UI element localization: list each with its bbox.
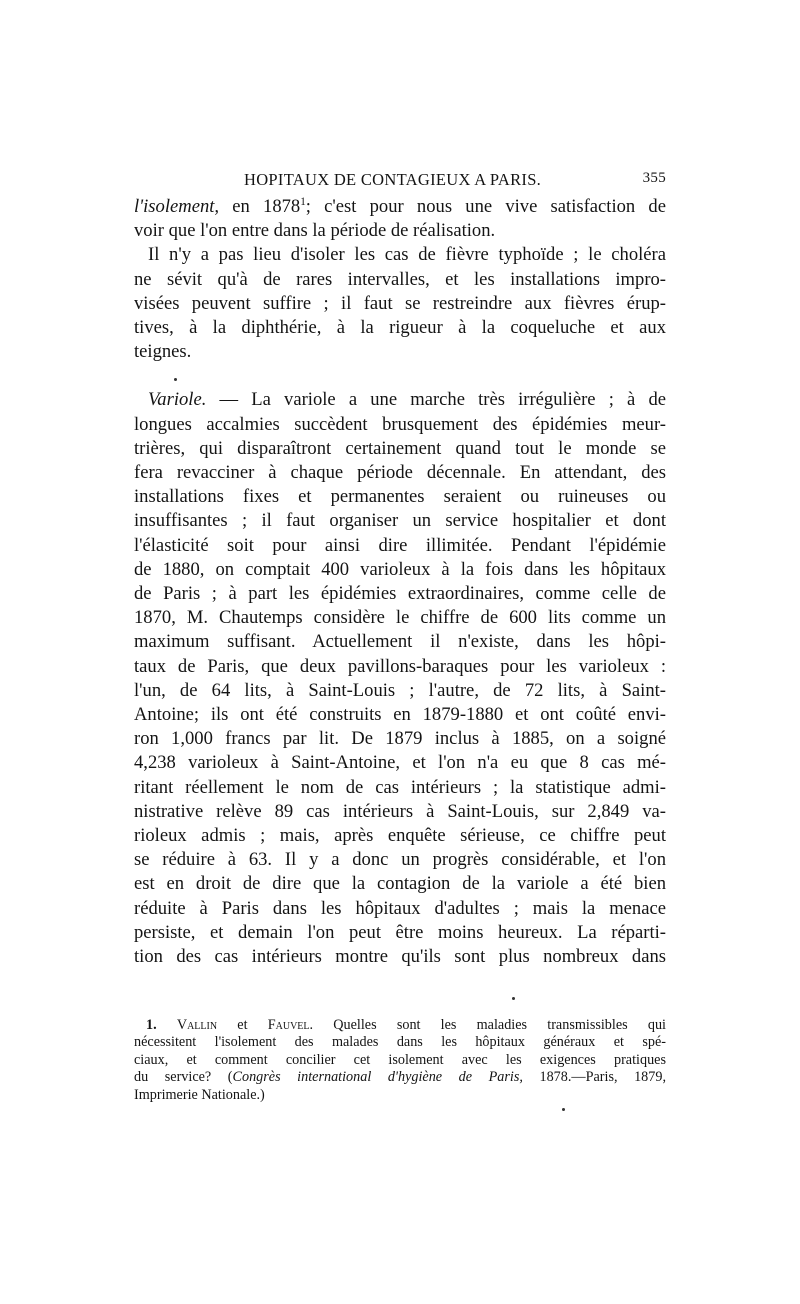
paragraph-2-line-5: teignes. [134, 341, 192, 363]
emphasis-isolement: l'isolement, [134, 196, 220, 217]
print-speck [174, 378, 177, 381]
paragraph-3-line: insuffisantes ; il faut organiser un service hospitalier et dont [134, 510, 666, 532]
paragraph-1-line-2: voir que l'on entre dans la période de réalisation. [134, 220, 496, 242]
paragraph-3-line: est en droit de dire que la contagion de la variole a été bien [134, 873, 666, 895]
running-title: HOPITAUX DE CONTAGIEUX A PARIS. [244, 170, 542, 189]
paragraph-3-line: de Paris ; à part les épidémies extraordinaires, comme celle de [134, 583, 666, 605]
paragraph-2-line-2: ne sévit qu'à de rares intervalles, et les installations impro- [134, 268, 666, 290]
paragraph-gap [134, 364, 666, 388]
paragraph-3-line: rioleux admis ; mais, après enquête sérieuse, ce chiffre peut [134, 825, 666, 847]
paragraph-3-line: fera revacciner à chaque période décennale. En attendant, des [134, 462, 666, 484]
paragraph-1-line-1: l'isolement, en 1878$^1$; c'est pour nous une vive satisfaction de [134, 195, 666, 217]
paragraph-3-line: 4,238 varioleux à Saint-Antoine, et l'on n'a eu que 8 cas mé- [134, 752, 666, 774]
paragraph-3-line: installations fixes et permanentes seraient ou ruineuses ou [134, 486, 666, 508]
running-head [134, 170, 666, 194]
paragraph-3-line: l'un, de 64 lits, à Saint-Louis ; l'autre, de 72 lits, à Saint- [134, 679, 666, 701]
paragraph-3-line: se réduire à 63. Il y a donc un progrès considérable, et l'on [134, 849, 666, 871]
footnote-author: Vallin [176, 1017, 218, 1033]
footnote-author: Fauvel. [267, 1017, 314, 1033]
paragraph-3-line: longues accalmies succèdent brusquement des épidémies meur- [134, 413, 666, 435]
footnote-number: 1. [146, 1017, 157, 1033]
paragraph-3-line: nistrative relève 89 cas intérieurs à Saint-Louis, sur 2,849 va- [134, 800, 666, 822]
paragraph-3-line-1: Variole. — La variole a une marche très irrégulière ; à de [148, 389, 666, 411]
footnote-line-4: du service? (Congrès international d'hygiène de Paris, 1878.—Paris, 1879, [134, 1069, 666, 1086]
paragraph-3-line: l'élasticité soit pour ainsi dire illimitée. Pendant l'épidémie [134, 534, 666, 556]
footnote [134, 1017, 666, 1104]
paragraph-3-line: tion des cas intérieurs montre qu'ils sont plus nombreux dans [134, 946, 666, 968]
print-speck [512, 997, 515, 1000]
paragraph-3-line: Antoine; ils ont été construits en 1879-1880 et ont coûté envi- [134, 704, 666, 726]
footnote-source-title: Congrès international d'hygiène de Paris, [232, 1069, 523, 1086]
print-speck [562, 1108, 565, 1111]
footnote-line-3: ciaux, et comment concilier cet isolement avec les exigences pratiques [134, 1051, 666, 1068]
footnote-line-2: nécessitent l'isolement des malades dans les hôpitaux généraux et spé- [134, 1034, 666, 1051]
body-text [134, 195, 666, 969]
footnote-ref[interactable]: 1 [300, 195, 306, 208]
section-heading-variole: Variole. [148, 389, 207, 411]
footnote-line-1: 1. Vallin et Fauvel. Quelles sont les maladies transmissibles qui [146, 1017, 666, 1033]
paragraph-2-line-3: visées peuvent suffire ; il faut se restreindre aux fièvres érup- [134, 292, 666, 314]
paragraph-3-line: ritant réellement le nom de cas intérieurs ; la statistique admi- [134, 776, 666, 798]
paragraph-3-line: maximum suffisant. Actuellement il n'existe, dans les hôpi- [134, 631, 666, 653]
paragraph-3-line: de 1880, on comptait 400 varioleux à la fois dans les hôpitaux [134, 558, 666, 580]
paragraph-3-line: réduite à Paris dans les hôpitaux d'adultes ; mais la menace [134, 897, 666, 919]
paragraph-3-line: 1870, M. Chautemps considère le chiffre de 600 lits comme un [134, 607, 666, 629]
paragraph-3-line: persiste, et demain l'on peut être moins heureux. La réparti- [134, 921, 666, 943]
paragraph-2-line-4: tives, à la diphthérie, à la rigueur à la coqueluche et aux [134, 317, 666, 339]
paragraph-3-line: taux de Paris, que deux pavillons-baraques pour les varioleux : [134, 655, 666, 677]
footnote-line-5: Imprimerie Nationale.) [134, 1086, 265, 1103]
paragraph-2-line-1: Il n'y a pas lieu d'isoler les cas de fièvre typhoïde ; le choléra [148, 244, 666, 266]
page-number: 355 [642, 170, 666, 186]
paragraph-3-line: trières, qui disparaîtront certainement quand tout le monde se [134, 437, 666, 459]
paragraph-3-line: ron 1,000 francs par lit. De 1879 inclus à 1885, on a soigné [134, 728, 666, 750]
